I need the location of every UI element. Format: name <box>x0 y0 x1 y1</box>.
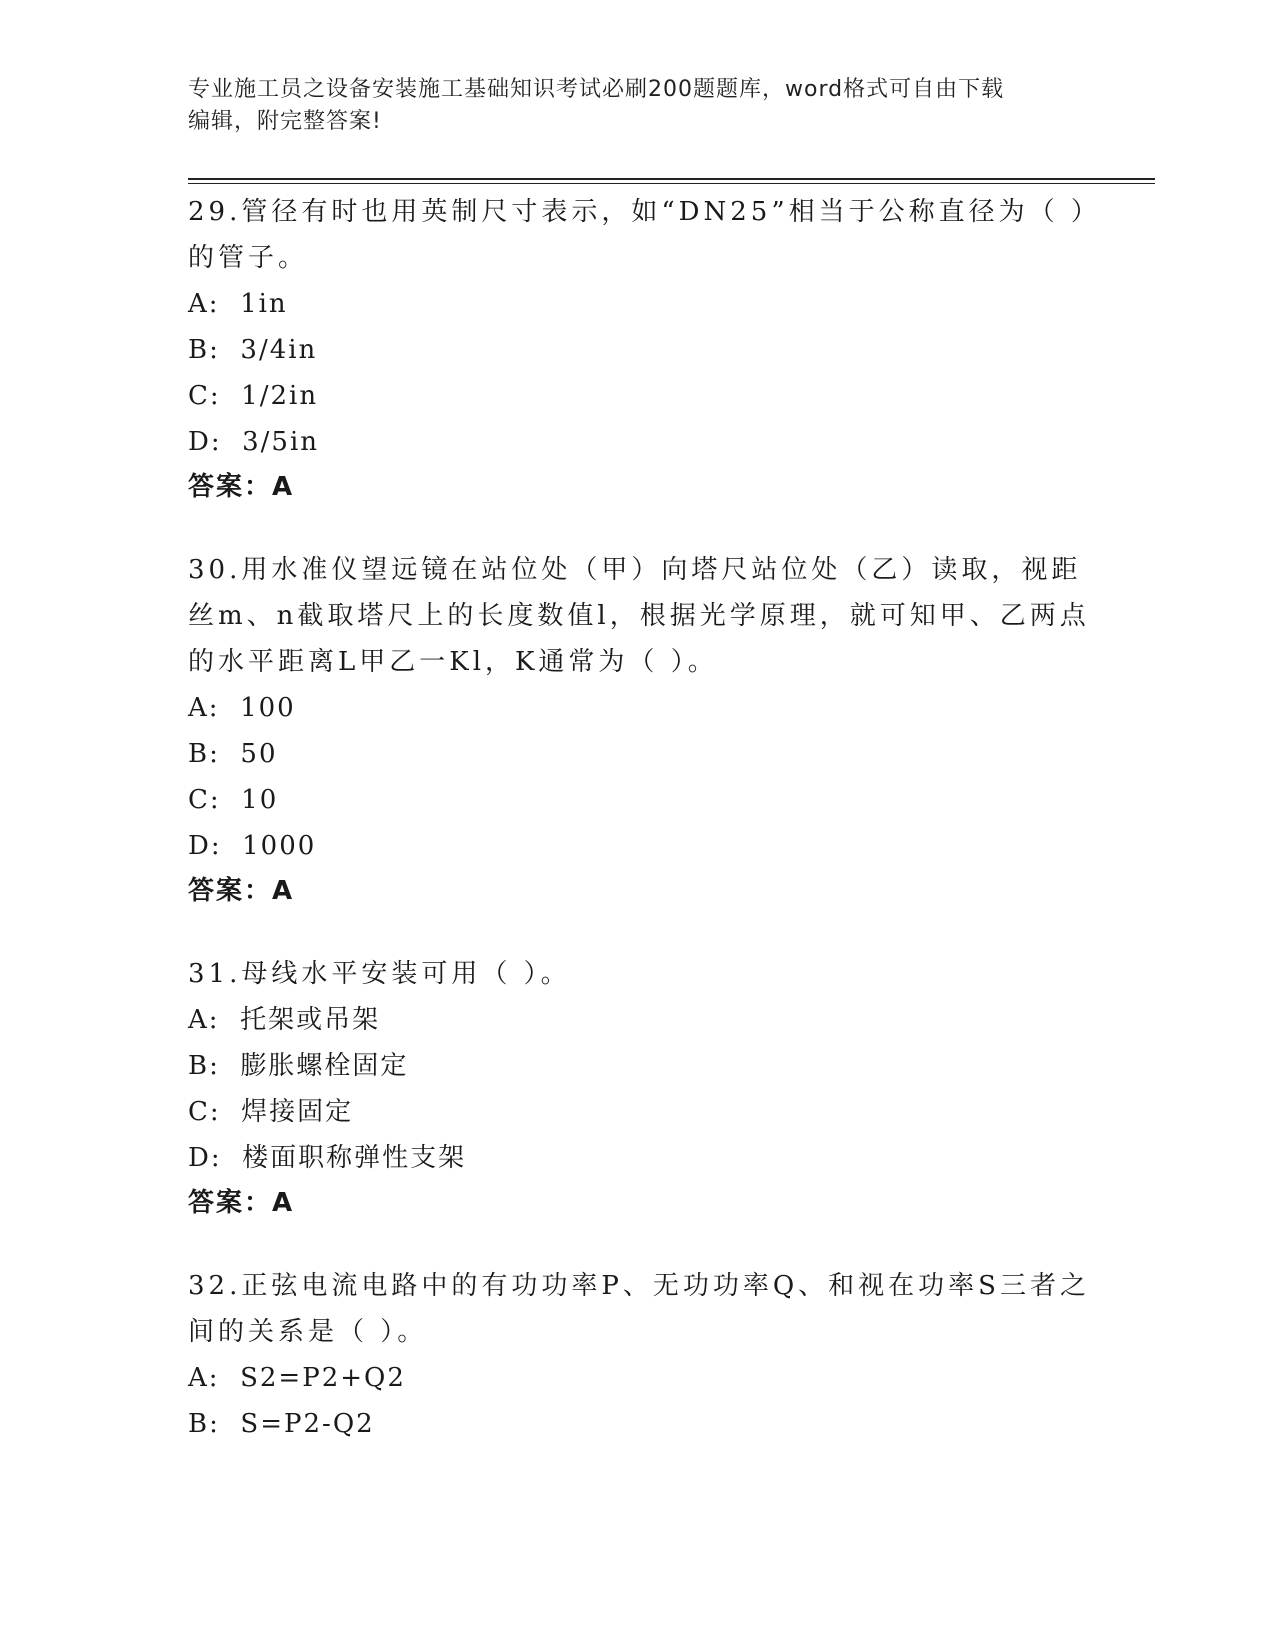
answer-text: 答案：A <box>188 1188 295 1218</box>
question-stem: 30.用水准仪望远镜在站位处（甲）向塔尺站位处（乙）读取，视距丝m、n截取塔尺上的长度数值l，根据光学原理，就可知甲、乙两点的水平距离L甲乙一Kl，K通常为（ ）。 <box>188 555 1090 677</box>
option-b: B: 膨胀螺栓固定 <box>188 1051 409 1081</box>
option-b: B: 3/4in <box>188 335 318 365</box>
question-stem: 31.母线水平安装可用（ ）。 <box>188 959 571 989</box>
option-c: C: 焊接固定 <box>188 1097 354 1127</box>
option-a: A: 托架或吊架 <box>188 1005 381 1035</box>
answer-text: 答案：A <box>188 876 295 906</box>
header-line-2: 编辑，附完整答案! <box>188 109 382 134</box>
question-29 <box>188 189 1108 509</box>
header-line-1: 专业施工员之设备安装施工基础知识考试必刷200题题库，word格式可自由下载 <box>188 77 1005 102</box>
option-d: D: 1000 <box>188 831 317 861</box>
answer-text: 答案：A <box>188 472 295 502</box>
question-31 <box>188 951 1108 1225</box>
option-a: A: 1in <box>188 289 288 319</box>
question-stem: 32.正弦电流电路中的有功功率P、无功功率Q、和视在功率S三者之间的关系是（ ）。 <box>188 1271 1090 1347</box>
header-divider-thick <box>188 178 1155 180</box>
question-32 <box>188 1263 1108 1447</box>
option-c: C: 1/2in <box>188 381 319 411</box>
question-stem: 29.管径有时也用英制尺寸表示，如“DN25”相当于公称直径为（ ）的管子。 <box>188 197 1101 273</box>
option-a: A: 100 <box>188 693 296 723</box>
option-c: C: 10 <box>188 785 279 815</box>
option-d: D: 3/5in <box>188 427 320 457</box>
option-b: B: S=P2-Q2 <box>188 1409 375 1439</box>
header-divider-thin <box>188 183 1155 184</box>
option-b: B: 50 <box>188 739 278 769</box>
option-a: A: S2=P2+Q2 <box>188 1363 406 1393</box>
question-list <box>188 189 1108 1485</box>
document-header <box>188 74 1088 138</box>
option-d: D: 楼面职称弹性支架 <box>188 1143 467 1173</box>
question-30 <box>188 547 1108 913</box>
